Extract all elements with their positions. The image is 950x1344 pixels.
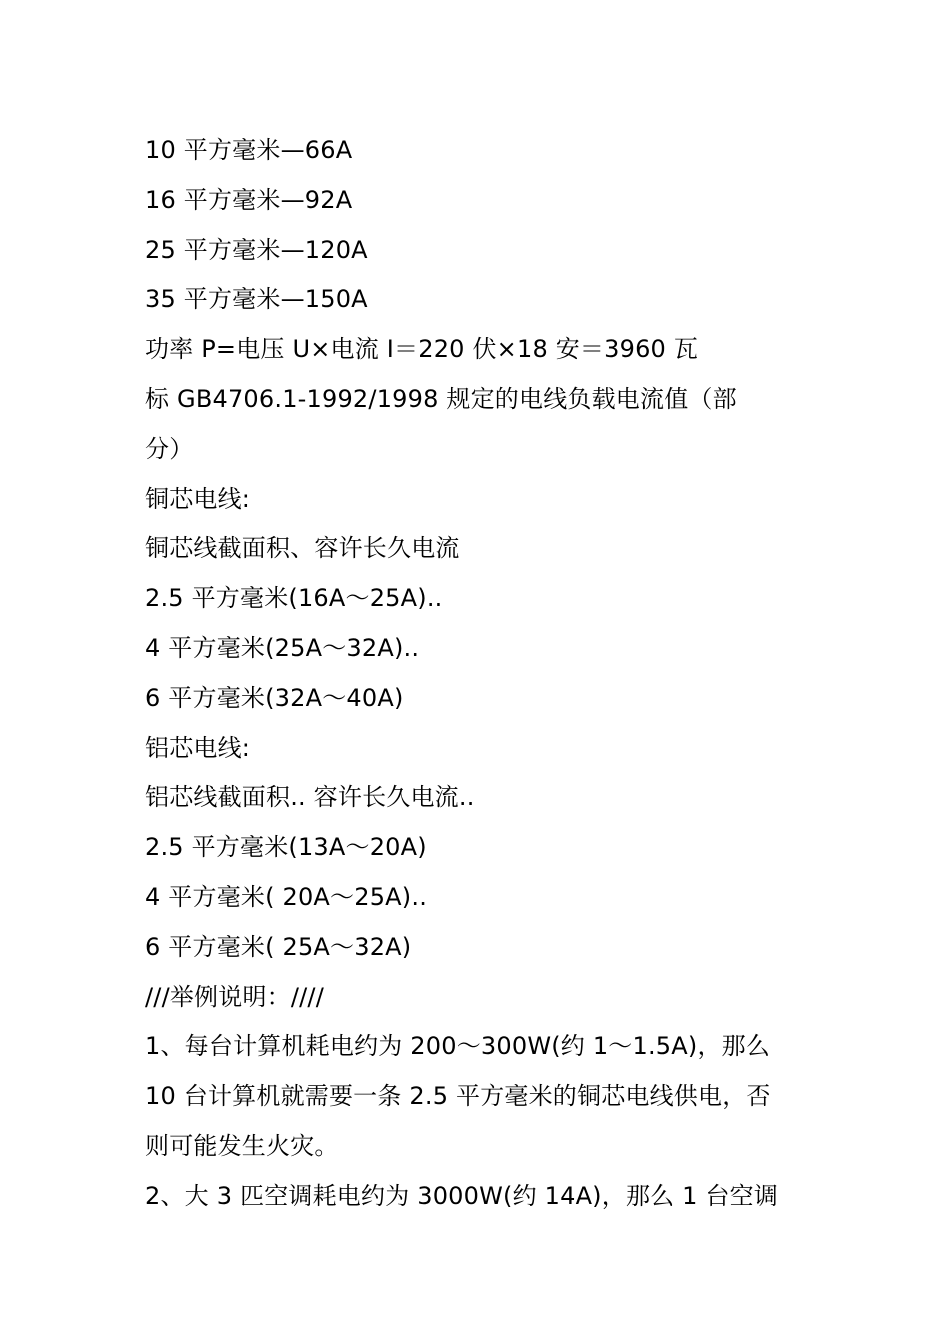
text-line: 35 平方毫米—150A xyxy=(145,285,368,314)
aluminum-heading: 铝芯电线: xyxy=(145,733,251,762)
aluminum-item: 4 平方毫米( 20A～25A).. xyxy=(145,882,428,911)
example-paragraph: 1、每台计算机耗电约为 200～300W(约 1～1.5A)，那么 xyxy=(145,1032,771,1061)
copper-item: 4 平方毫米(25A～32A).. xyxy=(145,633,420,662)
text-line: 10 平方毫米—66A xyxy=(145,136,353,164)
example-paragraph: 2、大 3 匹空调耗电约为 3000W(约 14A)，那么 1 台空调 xyxy=(145,1181,779,1210)
text-line: 16 平方毫米—92A xyxy=(145,185,353,214)
document-body xyxy=(145,126,805,1222)
aluminum-subheading: 铝芯线截面积.. 容许长久电流.. xyxy=(145,783,475,812)
standard-title-line: 标 GB4706.1-1992/1998 规定的电线负载电流值（部 xyxy=(145,384,737,413)
example-paragraph: 则可能发生火灾。 xyxy=(145,1131,339,1160)
copper-item: 6 平方毫米(32A～40A) xyxy=(145,683,404,712)
copper-subheading: 铜芯线截面积、容许长久电流 xyxy=(145,534,460,563)
example-paragraph: 10 台计算机就需要一条 2.5 平方毫米的铜芯电线供电，否 xyxy=(145,1082,771,1111)
copper-heading: 铜芯电线: xyxy=(145,484,251,513)
example-heading: ///举例说明：//// xyxy=(145,982,325,1011)
aluminum-item: 2.5 平方毫米(13A～20A) xyxy=(145,833,427,862)
standard-title-line-cont: 分） xyxy=(145,434,194,463)
aluminum-item: 6 平方毫米( 25A～32A) xyxy=(145,932,412,961)
power-formula-line: 功率 P=电压 U×电流 I＝220 伏×18 安＝3960 瓦 xyxy=(145,335,699,364)
copper-item: 2.5 平方毫米(16A～25A).. xyxy=(145,584,443,613)
text-line: 25 平方毫米—120A xyxy=(145,235,368,264)
